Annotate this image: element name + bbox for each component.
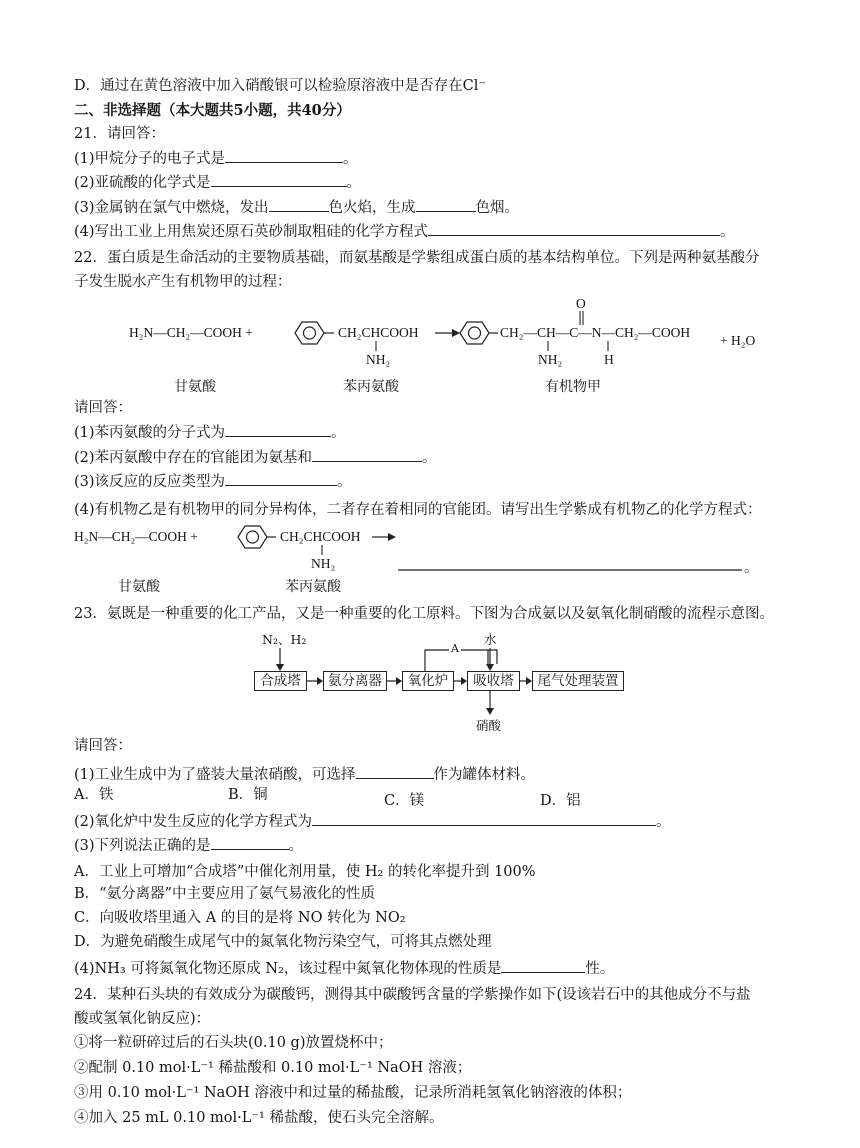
glycine-formula: H₂N—CH₂—COOH + [129, 325, 253, 340]
option-d-line: D．通过在黄色溶液中加入硝酸银可以检验原溶液中是否存在Cl⁻ [74, 78, 487, 94]
q21-4: (4)写出工业上用焦炭还原石英砂制取粗硅的化学方程式 。 [74, 221, 735, 242]
product-h: H [604, 352, 614, 367]
a-label: A [451, 642, 459, 655]
option-c: C．镁 [384, 793, 425, 809]
option-d: D．铝 [540, 793, 581, 809]
feed-label: N₂、H₂ [262, 632, 307, 647]
q23-3: (3)下列说法正确的是 。 [74, 835, 303, 856]
nitric-acid-label: 硝酸 [476, 718, 502, 733]
phenylalanine-nh2: NH₂ [366, 352, 391, 367]
please-answer: 请回答： [74, 400, 132, 416]
q22-4: (4)有机物乙是有机物甲的同分异构体，二者存在着相同的官能团。请写出生学紫成有机物乙的化学方程式： [74, 502, 762, 518]
period: 。 [744, 560, 759, 576]
water: + H₂O [720, 333, 756, 348]
q24-step4: ④加入 25 mL 0.10 mol·L⁻¹ 稀盐酸，使石头完全溶解。 [74, 1110, 444, 1126]
q23-title: 23．氨既是一种重要的化工产品，又是一种重要的化工原料。下图为合成氨以及氨氧化制硝酸的流程示意图。 [74, 606, 774, 622]
q21-1: (1)甲烷分子的电子式是 。 [74, 148, 358, 169]
glycine-formula-2: H₂N—CH₂—COOH + [74, 529, 198, 544]
absorption-tower-box: 吸收塔 [467, 671, 520, 691]
caption-phenylalanine: 苯丙氨酸 [343, 379, 399, 395]
please-answer-2: 请回答： [74, 738, 132, 754]
benzene-ring-icon [295, 322, 334, 344]
q24-line1: 24．某种石头块的有效成分为碳酸钙，测得其中碳酸钙含量的学紫操作如下(设该岩石中的其他成分不与盐 [74, 987, 751, 1003]
q22-line2: 子发生脱水产生有机物甲的过程： [74, 274, 292, 290]
benzene-ring-icon [460, 322, 498, 344]
q23-3-c: C．向吸收塔里通入 A 的目的是将 NO 转化为 NO₂ [74, 910, 406, 926]
q24-line2: 酸或氢氧化钠反应)： [74, 1011, 211, 1027]
q23-1: (1)工业生成中为了盛装大量浓硝酸，可选择 作为罐体材料。 [74, 764, 535, 785]
answer-blank[interactable] [225, 471, 337, 486]
phenylalanine-nh2-2: NH₂ [311, 556, 336, 571]
answer-blank[interactable] [225, 422, 331, 437]
option-b: B．铜 [228, 787, 268, 803]
q23-3-a: A．工业上可增加“合成塔”中催化剂用量，使 H₂ 的转化率提升到 100% [74, 864, 536, 880]
q21-2: (2)亚硫酸的化学式是 。 [74, 172, 361, 193]
q24-step1: ①将一粒研碎过后的石头块(0.10 g)放置烧杯中； [74, 1035, 393, 1051]
product-chain: CH₂—CH—C—N—CH₂—COOH [500, 325, 691, 340]
q23-4: (4)NH₃ 可将氮氧化物还原成 N₂，该过程中氮氧化物体现的性质是 性。 [74, 958, 614, 979]
caption-phenylalanine-2: 苯丙氨酸 [285, 579, 341, 595]
synthesis-tower-box: 合成塔 [254, 671, 307, 691]
answer-blank[interactable] [501, 958, 585, 973]
product-oxygen: O [576, 296, 586, 311]
water-label: 水 [484, 632, 497, 647]
q24-step2: ②配制 0.10 mol·L⁻¹ 稀盐酸和 0.10 mol·L⁻¹ NaOH 溶液； [74, 1060, 472, 1076]
answer-blank[interactable] [211, 835, 289, 850]
q21-title: 21．请回答： [74, 126, 165, 142]
q23-2: (2)氧化炉中发生反应的化学方程式为 。 [74, 811, 671, 832]
section-header: 二、非选择题（本大题共5小题，共40分） [74, 102, 351, 119]
phenylalanine-chain: CH₂CHCOOH [338, 325, 419, 340]
benzene-ring-icon [238, 526, 276, 548]
q22-2: (2)苯丙氨酸中存在的官能团为氨基和 。 [74, 447, 437, 468]
oxidation-furnace-box: 氧化炉 [402, 671, 454, 691]
q22-1: (1)苯丙氨酸的分子式为 。 [74, 422, 346, 443]
caption-product: 有机物甲 [545, 379, 601, 395]
answer-blank[interactable] [356, 764, 434, 779]
answer-blank[interactable] [312, 447, 422, 462]
option-a: A．铁 [74, 787, 114, 803]
answer-blank[interactable] [312, 811, 656, 826]
tail-gas-box: 尾气处理装置 [532, 671, 624, 691]
phenylalanine-chain-2: CH₂CHCOOH [280, 529, 361, 544]
caption-glycine: 甘氨酸 [174, 379, 216, 395]
q24-step3: ③用 0.10 mol·L⁻¹ NaOH 溶液中和过量的稀盐酸，记录所消耗氢氧化钠溶液的体积； [74, 1085, 632, 1101]
q21-3: (3)金属钠在氯气中燃烧，发出 色火焰，生成 色烟。 [74, 197, 519, 218]
q23-3-b: B．“氨分离器”中主要应用了氨气易液化的性质 [74, 886, 375, 902]
q23-3-d: D．为避免硝酸生成尾气中的氮氧化物污染空气，可将其点燃处理 [74, 934, 492, 950]
caption-glycine-2: 甘氨酸 [118, 579, 160, 595]
q22-line1: 22．蛋白质是生命活动的主要物质基础，而氨基酸是学紫组成蛋白质的基本结构单位。下列是两种氨基酸分 [74, 250, 760, 266]
ammonia-separator-box: 氨分离器 [323, 671, 387, 691]
q22-3: (3)该反应的反应类型为 。 [74, 471, 352, 492]
product-nh2: NH₂ [538, 352, 563, 367]
